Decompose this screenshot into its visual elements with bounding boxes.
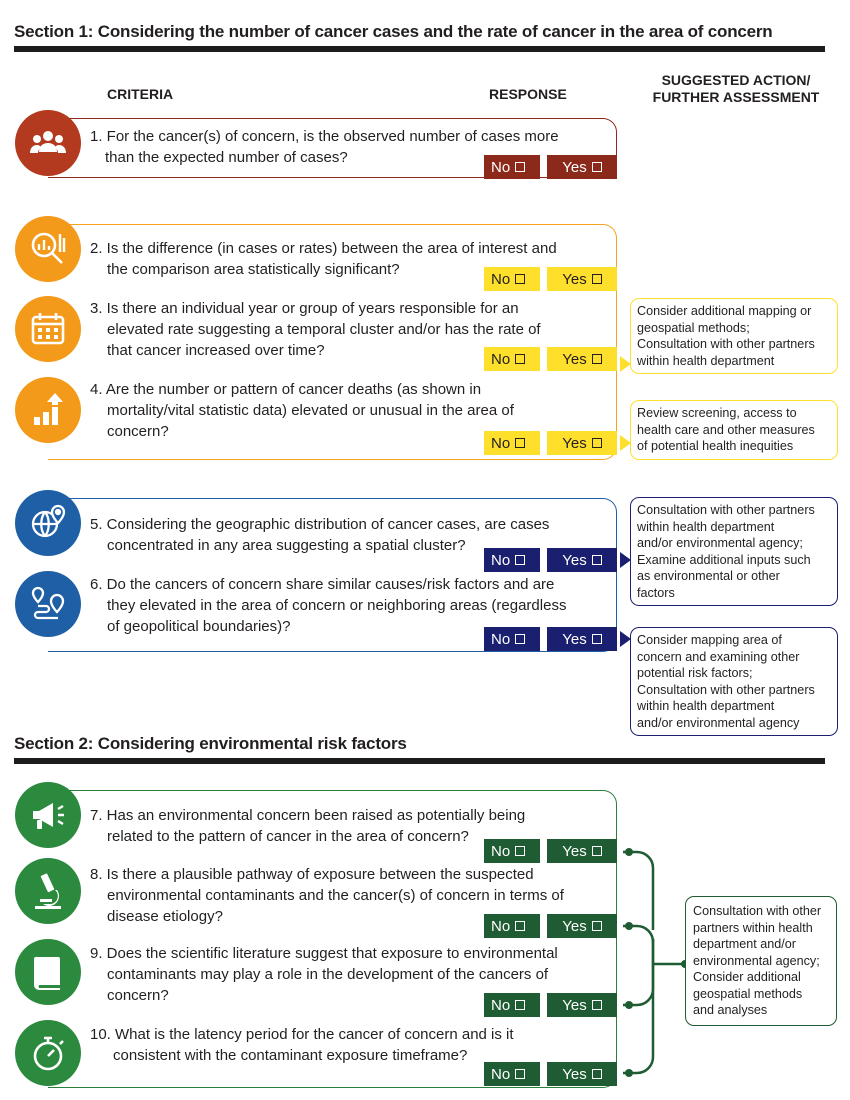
section-1-title: Section 1: Considering the number of cancer cases and the rate of cancer in the area of concern [14, 22, 773, 41]
q8-no-checkbox[interactable]: No [484, 914, 540, 938]
question-9-text: 9. Does the scientific literature suggest that exposure to environmental contaminants may play a role in the development of the cancers of concern? [90, 945, 558, 1004]
response-header: RESPONSE [489, 86, 567, 102]
q2-yes-checkbox[interactable]: Yes [547, 267, 617, 291]
question-2-text: 2. Is the difference (in cases or rates) between the area of interest and the comparison area statistically significant? [90, 240, 557, 278]
criteria-header: CRITERIA [107, 86, 174, 102]
people-group-icon [15, 110, 81, 176]
q7-no-checkbox[interactable]: No [484, 839, 540, 863]
rising-bar-chart-icon [15, 377, 81, 443]
action-3-box: Consultation with other partners within health department and/or environmental agency; Examine additional inputs such as environmental or other factors [630, 497, 838, 606]
q8-yes-checkbox[interactable]: Yes [547, 914, 617, 938]
section-1-rule [14, 46, 825, 52]
action-2-box: Review screening, access to health care and other measures of potential health inequities [630, 400, 838, 460]
calendar-icon [15, 296, 81, 362]
q9-no-checkbox[interactable]: No [484, 993, 540, 1017]
action-1-box: Consider additional mapping or geospatial methods; Consultation with other partners within health department [630, 298, 838, 374]
q3-yes-checkbox[interactable]: Yes [547, 347, 617, 371]
question-8-text: 8. Is there a plausible pathway of exposure between the suspected environmental contaminants and the cancer(s) of concern in terms of disease etiology? [90, 866, 564, 925]
q2-no-checkbox[interactable]: No [484, 267, 540, 291]
green-connector [615, 840, 695, 1080]
action-4-box: Consider mapping area of concern and examining other potential risk factors; Consultation with other partners within health department and/or environmental agency [630, 627, 838, 736]
question-4-text: 4. Are the number or pattern of cancer deaths (as shown in mortality/vital statistic data) elevated or unusual in the area of concern? [90, 381, 514, 440]
chart-magnifier-icon [15, 216, 81, 282]
q4-no-checkbox[interactable]: No [484, 431, 540, 455]
q1-no-checkbox[interactable]: No [484, 155, 540, 179]
q5-no-checkbox[interactable]: No [484, 548, 540, 572]
section-2-title: Section 2: Considering environmental risk factors [14, 734, 407, 753]
microscope-icon [15, 858, 81, 924]
q1-yes-checkbox[interactable]: Yes [547, 155, 617, 179]
question-6-text: 6. Do the cancers of concern share similar causes/risk factors and are they elevated in the area of concern or neighboring areas (regardless of geopolitical boundaries)? [90, 576, 567, 635]
q10-yes-checkbox[interactable]: Yes [547, 1062, 617, 1086]
book-icon [15, 939, 81, 1005]
question-7-text: 7. Has an environmental concern been raised as potentially being related to the pattern of cancer in the area of concern? [90, 807, 526, 845]
question-3-text: 3. Is there an individual year or group of years responsible for an elevated rate suggesting a temporal cluster and/or has the rate of that cancer increased over time? [90, 300, 541, 359]
globe-pin-icon [15, 490, 81, 556]
question-5-text: 5. Considering the geographic distribution of cancer cases, are cases concentrated in any area suggesting a spatial cluster? [90, 516, 550, 554]
question-10-text: 10. What is the latency period for the cancer of concern and is it consistent with the contaminant exposure timeframe? [90, 1026, 514, 1064]
action-5-box: Consultation with other partners within health department and/or environmental agency; Consider additional geospatial methods and analyses [685, 896, 837, 1026]
q9-yes-checkbox[interactable]: Yes [547, 993, 617, 1017]
q6-no-checkbox[interactable]: No [484, 627, 540, 651]
q3-no-checkbox[interactable]: No [484, 347, 540, 371]
section-2-rule [14, 758, 825, 764]
q4-yes-checkbox[interactable]: Yes [547, 431, 617, 455]
route-pins-icon [15, 571, 81, 637]
q6-yes-checkbox[interactable]: Yes [547, 627, 617, 651]
suggested-action-header: SUGGESTED ACTION/ FURTHER ASSESSMENT [652, 72, 820, 105]
stopwatch-icon [15, 1020, 81, 1086]
q10-no-checkbox[interactable]: No [484, 1062, 540, 1086]
megaphone-icon [15, 782, 81, 848]
question-1-text: 1. For the cancer(s) of concern, is the observed number of cases more than the expected number of cases? [90, 128, 559, 166]
q5-yes-checkbox[interactable]: Yes [547, 548, 617, 572]
q7-yes-checkbox[interactable]: Yes [547, 839, 617, 863]
